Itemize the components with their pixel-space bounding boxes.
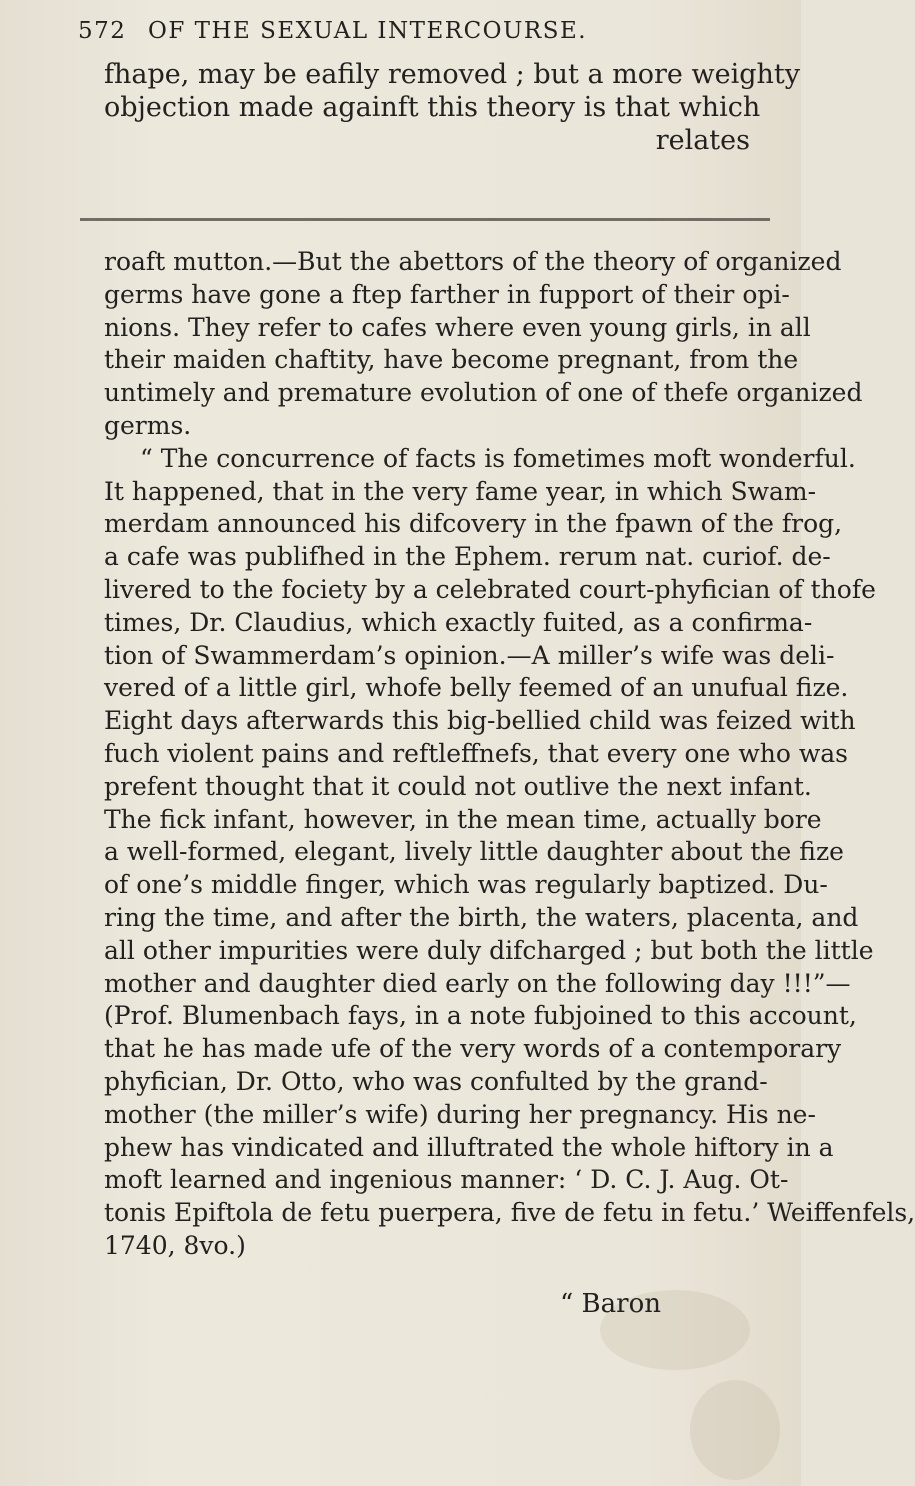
text-line: of one’s middle finger, which was regularly baptized. Du- — [104, 870, 828, 900]
text-line: Eight days afterwards this big-bellied child was feized with — [104, 706, 856, 736]
text-line: moft learned and ingenious manner: ‘ D. C. J. Aug. Ot- — [104, 1165, 789, 1195]
text-line: untimely and premature evolution of one of thefe organized — [104, 378, 863, 408]
text-line: a well-formed, elegant, lively little daughter about the fize — [104, 837, 844, 867]
text-line: times, Dr. Claudius, which exactly fuited, as a confirma- — [104, 607, 813, 637]
text-line: prefent thought that it could not outlive the next infant. — [104, 771, 812, 801]
top-text-block — [104, 58, 800, 157]
text-line: all other impurities were duly difcharged ; but both the little — [104, 935, 874, 965]
catchword: relates — [655, 125, 750, 156]
text-line: germs have gone a ftep farther in fupport of their opi- — [104, 279, 790, 309]
text-line: that he has made ufe of the very words of a contemporary — [104, 1034, 842, 1064]
text-line: The fick infant, however, in the mean time, actually bore — [104, 804, 822, 834]
running-title: OF THE SEXUAL INTERCOURSE. — [148, 18, 588, 44]
text-line: fhape, may be eafily removed ; but a more weighty — [104, 59, 800, 90]
paper-stain — [690, 1380, 780, 1480]
text-line: phyfician, Dr. Otto, who was confulted by the grand- — [104, 1066, 768, 1096]
running-header — [78, 18, 758, 44]
text-line: 1740, 8vo.) — [104, 1230, 246, 1260]
text-line: ring the time, and after the birth, the waters, placenta, and — [104, 902, 859, 932]
text-line: vered of a little girl, whofe belly feemed of an unufual fize. — [104, 673, 849, 703]
text-line: It happened, that in the very fame year, in which Swam- — [104, 476, 817, 506]
text-line: “ The concurrence of facts is fometimes moft wonderful. — [140, 443, 856, 473]
text-line: livered to the fociety by a celebrated court-phyfician of thofe — [104, 574, 876, 604]
text-line: (Prof. Blumenbach fays, in a note fubjoined to this account, — [104, 1001, 857, 1031]
text-line: germs. — [104, 410, 192, 440]
body-text-block — [104, 246, 915, 1263]
bottom-catchword: “ Baron — [560, 1289, 661, 1319]
text-line: nions. They refer to cafes where even young girls, in all — [104, 312, 811, 342]
text-line: a cafe was publifhed in the Ephem. rerum nat. curiof. de- — [104, 542, 831, 572]
text-line: tion of Swammerdam’s opinion.—A miller’s wife was deli- — [104, 640, 835, 670]
text-line: their maiden chaftity, have become pregnant, from the — [104, 345, 799, 375]
text-line: phew has vindicated and illuftrated the whole hiftory in a — [104, 1132, 834, 1162]
horizontal-rule — [80, 218, 770, 221]
page-number: 572 — [78, 18, 127, 44]
text-line: tonis Epiftola de fetu puerpera, five de fetu in fetu.’ Weiffenfels, — [104, 1198, 915, 1228]
text-line: mother (the miller’s wife) during her pregnancy. His ne- — [104, 1099, 816, 1129]
text-line: fuch violent pains and reftleffnefs, that every one who was — [104, 738, 848, 768]
text-line: objection made againft this theory is that which — [104, 92, 761, 123]
text-line: mother and daughter died early on the following day !!!”— — [104, 968, 851, 998]
text-line: roaft mutton.—But the abettors of the theory of organized — [104, 247, 842, 276]
text-line: merdam announced his difcovery in the fpawn of the frog, — [104, 509, 843, 539]
